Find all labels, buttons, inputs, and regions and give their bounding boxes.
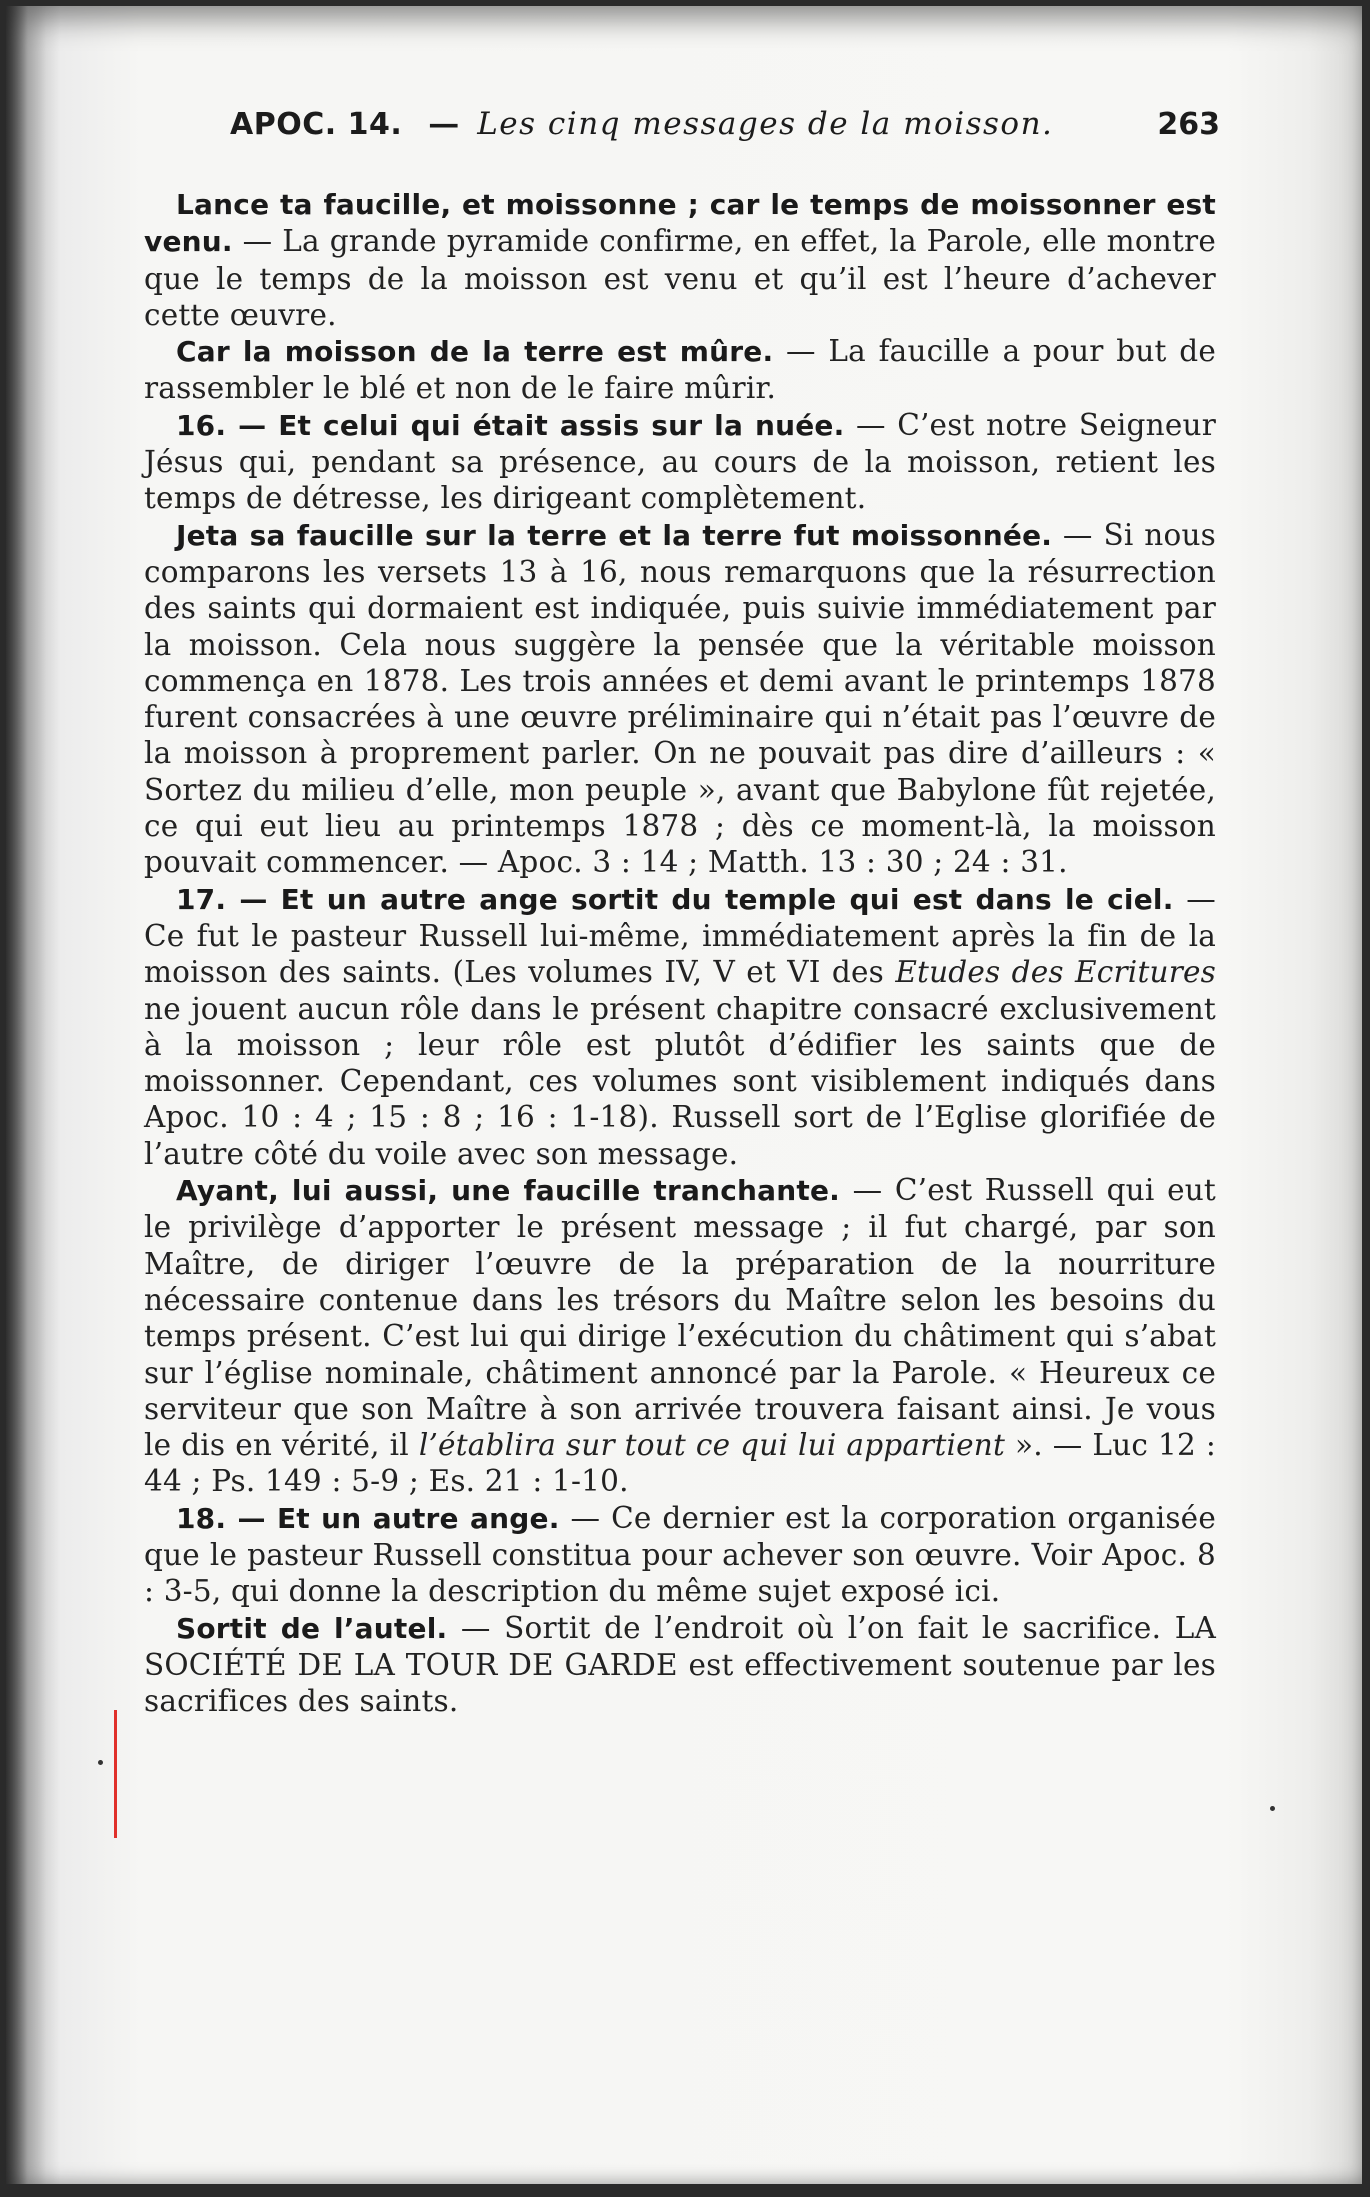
verse-lead: Ayant, lui aussi, une faucille tranchante. xyxy=(176,1174,841,1208)
ink-speck xyxy=(98,1760,103,1765)
running-head-title: Les cinq messages de la moisson. xyxy=(477,106,1054,142)
commentary: — C’est notre Seigneur Jésus qui, pendant sa présence, au cours de la moisson, retient les temps de détresse, les dirigeant complètement. xyxy=(144,407,1216,516)
red-margin-mark xyxy=(114,1710,117,1838)
running-head-book: APOC. 14. xyxy=(230,107,403,142)
paragraph-3 xyxy=(144,407,1216,517)
quote-italic: l’établira sur tout ce qui lui appartient xyxy=(418,1428,1006,1463)
paragraph-6 xyxy=(144,1172,1216,1500)
verse-lead: 18. — Et un autre ange. xyxy=(176,1501,560,1535)
verse-lead: 17. — Et un autre ange sortit du temple qui est dans le ciel. xyxy=(176,882,1174,916)
paragraph-5 xyxy=(144,881,1216,1172)
verse-lead: 16. — Et celui qui était assis sur la nuée. xyxy=(176,408,845,442)
commentary: — Si nous comparons les versets 13 à 16, nous remarquons que la résurrection des saints qui dormaient est indiquée, puis suivie immédiatement par la moisson. Cela nous suggère la pensée que la véritable moisson commença en 1878. Les trois années et demi avant le printemps 1878 furent consacrées à une œuvre préliminaire qui n’était pas l’œuvre de la moisson à proprement parler. On ne pouvait pas dire d’ailleurs : « Sortez du milieu d’elle, mon peuple », avant que Babylone fût rejetée, ce qui eut lieu au printemps 1878 ; dès ce moment-là, la moisson pouvait commencer. — Apoc. 3 : 14 ; Matth. 13 : 30 ; 24 : 31. xyxy=(144,517,1216,880)
paragraph-8 xyxy=(144,1610,1216,1720)
commentary: — Sortit de l’endroit où l’on fait le sacrifice. LA SOCIÉTÉ DE LA TOUR DE GARDE est effectivement soutenue par les sacrifices des saints. xyxy=(144,1610,1216,1719)
commentary: — Ce dernier est la corporation organisée que le pasteur Russell constitua pour achever son œuvre. Voir Apoc. 8 : 3-5, qui donne la description du même sujet exposé ici. xyxy=(144,1500,1216,1609)
commentary: — C’est Russell qui eut le privilège d’apporter le présent message ; il fut chargé, par son Maître, de diriger l’œuvre de la préparation de la nourriture nécessaire contenue dans les trésors du Maître selon les besoins du temps présent. C’est lui qui dirige l’exécution du châtiment qui s’abat sur l’église nominale, châtiment annoncé par la Parole. « Heureux ce serviteur que son Maître à son arrivée trouvera faisant ainsi. Je vous le dis en vérité, il xyxy=(144,1173,1216,1463)
commentary: — La faucille a pour but de rassembler le blé et non de le faire mûrir. xyxy=(144,334,1216,406)
verse-lead: Jeta sa faucille sur la terre et la terre fut moissonnée. xyxy=(176,518,1053,552)
commentary: — Ce fut le pasteur Russell lui-même, immédiatement après la fin de la moisson des saints. (Les volumes IV, V et VI des xyxy=(144,881,1216,990)
paragraph-1 xyxy=(144,186,1216,333)
book-title-italic: Etudes des Ecritures xyxy=(895,955,1216,990)
ink-speck xyxy=(1270,1806,1275,1811)
verse-lead: Lance ta faucille, et moissonne ; car le temps de moissonner est venu. xyxy=(144,188,1216,259)
running-head-dash: — xyxy=(428,106,460,142)
verse-lead: Sortit de l’autel. xyxy=(176,1611,448,1645)
commentary: — La grande pyramide confirme, en effet, la Parole, elle montre que le temps de la moisson est venu et qu’il est l’heure d’achever cette œuvre. xyxy=(144,224,1216,332)
running-head xyxy=(230,106,1220,158)
commentary: ne jouent aucun rôle dans le présent chapitre consacré exclusivement à la moisson ; leur rôle est plutôt d’édifier les saints que de moissonner. Cependant, ces volumes sont visiblement indiqués dans Apoc. 10 : 4 ; 15 : 8 ; 16 : 1-18). Russell sort de l’Eglise glorifiée de l’autre côté du voile avec son message. xyxy=(144,991,1216,1171)
paragraph-2 xyxy=(144,333,1216,407)
paragraph-7 xyxy=(144,1500,1216,1610)
book-page xyxy=(6,6,1362,2184)
paragraph-4 xyxy=(144,517,1216,881)
verse-lead: Car la moisson de la terre est mûre. xyxy=(176,335,774,369)
commentary-text xyxy=(144,186,1216,1719)
commentary: ». — Luc 12 : 44 ; Ps. 149 : 5-9 ; Es. 21 : 1-10. xyxy=(144,1428,1216,1499)
page-number: 263 xyxy=(1157,107,1220,142)
